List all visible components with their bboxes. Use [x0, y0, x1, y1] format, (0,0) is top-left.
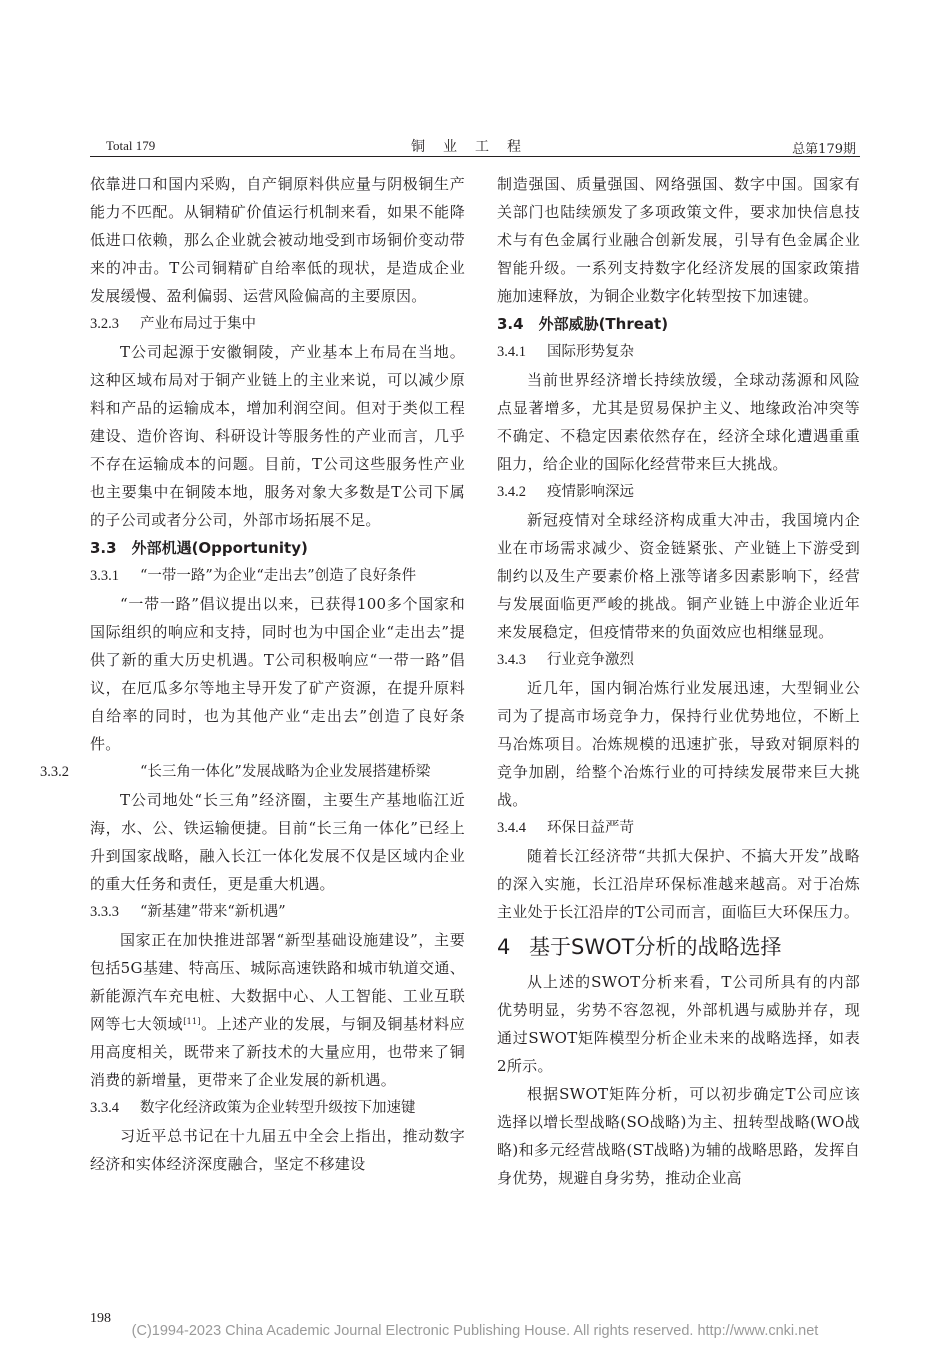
- right-column: [497, 170, 860, 1192]
- subsection-heading: [90, 898, 465, 926]
- heading-text: 国际形势复杂: [547, 344, 634, 360]
- subsection-heading: [90, 562, 465, 590]
- paragraph: 近几年，国内铜冶炼行业发展迅速，大型铜业公司为了提高市场竞争力，保持行业优势地位，不断上马冶炼项目。冶炼规模的迅速扩张，导致对铜原料的竞争加剧，给整个冶炼行业的可持续发展带来巨大挑战。: [497, 679, 860, 809]
- subsection-heading: [90, 310, 465, 338]
- copyright-footer: (C)1994-2023 China Academic Journal Electronic Publishing House. All rights reserved. http://www.cnki.net: [131, 1323, 819, 1339]
- heading-number: 3.4.1: [497, 344, 526, 360]
- heading-text: 产业布局过于集中: [140, 316, 256, 332]
- heading-number: 3.3.4: [90, 1100, 119, 1116]
- left-column: [40, 170, 465, 1178]
- heading-text: 环保日益严苛: [547, 820, 634, 836]
- heading-text: 疫情影响深远: [547, 484, 634, 500]
- subsection-heading: [497, 646, 860, 674]
- heading-text: 数字化经济政策为企业转型升级按下加速键: [140, 1100, 416, 1116]
- heading-text: 行业竞争激烈: [547, 652, 634, 668]
- paragraph: 根据SWOT矩阵分析，可以初步确定T公司应该选择以增长型战略(SO战略)为主、扭转型战略(WO战略)和多元经营战略(ST战略)为辅的战略思路，发挥自身优势，规避自身劣势，推动企业高: [497, 1085, 860, 1187]
- heading-text: “一带一路”为企业“走出去”创造了良好条件: [140, 568, 417, 584]
- heading-number: 3.4.2: [497, 484, 526, 500]
- heading-number: 4: [497, 935, 511, 959]
- header-issue: 总第179期: [792, 142, 856, 157]
- citation-ref: [11]: [183, 1017, 201, 1026]
- heading-text: “长三角一体化”发展战略为企业发展搭建桥梁: [140, 764, 431, 780]
- subsection-heading: [497, 478, 860, 506]
- paragraph: T公司地处“长三角”经济圈，主要生产基地临江近海，水、公、铁运输便捷。目前“长三角一体化”已经上升到国家战略，融入长江一体化发展不仅是区域内企业的重大任务和责任，更是重大机遇。: [90, 791, 465, 893]
- subsection-heading: [497, 814, 860, 842]
- paragraph: 当前世界经济增长持续放缓，全球动荡源和风险点显著增多，尤其是贸易保护主义、地缘政治冲突等不确定、不稳定因素依然存在，经济全球化遭遇重重阻力，给企业的国际化经营带来巨大挑战。: [497, 371, 860, 473]
- subsection-heading: [90, 1094, 465, 1122]
- heading-text: “新基建”带来“新机遇”: [140, 904, 286, 920]
- heading-number: 3.3.1: [90, 568, 119, 584]
- paragraph: T公司起源于安徽铜陵，产业基本上布局在当地。这种区域布局对于铜产业链上的主业来说，可以减少原料和产品的运输成本，增加利润空间。但对于类似工程建设、造价咨询、科研设计等服务性的产业而言，几乎不存在运输成本的问题。目前，T公司这些服务性产业也主要集中在铜陵本地，服务对象大多数是T公司下属的子公司或者分公司，外部市场拓展不足。: [90, 343, 465, 529]
- paragraph: 制造强国、质量强国、网络强国、数字中国。国家有关部门也陆续颁发了多项政策文件，要求加快信息技术与有色金属行业融合创新发展，引导有色金属企业智能升级。一系列支持数字化经济发展的国家政策措施加速释放，为铜企业数字化转型按下加速键。: [497, 175, 860, 305]
- heading-number: 3.4.4: [497, 820, 526, 836]
- section-heading: 3.3 外部机遇(Opportunity): [90, 539, 308, 557]
- heading-text: 基于SWOT分析的战略选择: [529, 935, 782, 959]
- subsection-heading: [40, 758, 465, 786]
- heading-number: 3.3.3: [90, 904, 119, 920]
- subsection-heading: [497, 338, 860, 366]
- paragraph: 依靠进口和国内采购，自产铜原料供应量与阴极铜生产能力不匹配。从铜精矿价值运行机制来看，如果不能降低进口依赖，那么企业就会被动地受到市场铜价变动带来的冲击。T公司铜精矿自给率低的现状，是造成企业发展缓慢、盈利偏弱、运营风险偏高的主要原因。: [90, 175, 465, 305]
- journal-name: 铜业工程: [411, 139, 539, 155]
- running-header: [90, 136, 860, 157]
- paragraph: 随着长江经济带“共抓大保护、不搞大开发”战略的深入实施，长江沿岸环保标准越来越高。对于冶炼主业处于长江沿岸的T公司而言，面临巨大环保压力。: [497, 847, 860, 921]
- section-heading: 3.4 外部威胁(Threat): [497, 315, 669, 333]
- paragraph: 国家正在加快推进部署“新型基础设施建设”，主要包括5G基建、特高压、城际高速铁路和城市轨道交通、新能源汽车充电桩、大数据中心、人工智能、工业互联网等七大领域[11]。上述产业的发展，与铜及铜基材料应用高度相关，既带来了新技术的大量应用，也带来了铜消费的新增量，更带来了企业发展的新机遇。: [90, 931, 465, 1089]
- paragraph: 从上述的SWOT分析来看，T公司所具有的内部优势明显，劣势不容忽视，外部机遇与威胁并存，现通过SWOT矩阵模型分析企业未来的战略选择，如表2所示。: [497, 973, 860, 1075]
- paragraph: “一带一路”倡议提出以来，已获得100多个国家和国际组织的响应和支持，同时也为中国企业“走出去”提供了新的重大历史机遇。T公司积极响应“一带一路”倡议，在厄瓜多尔等地主导开发了矿产资源，在提升原料自给率的同时，也为其他产业“走出去”创造了良好条件。: [90, 595, 465, 753]
- paragraph: 新冠疫情对全球经济构成重大冲击，我国境内企业在市场需求减少、资金链紧张、产业链上下游受到制约以及生产要素价格上涨等诸多因素影响下，经营与发展面临更严峻的挑战。铜产业链上中游企业近年来发展稳定，但疫情带来的负面效应也相继显现。: [497, 511, 860, 641]
- heading-number: 3.3.2: [40, 764, 69, 780]
- paragraph: 习近平总书记在十九届五中全会上指出，推动数字经济和实体经济深度融合，坚定不移建设: [90, 1127, 465, 1173]
- heading-number: 3.2.3: [90, 316, 119, 332]
- header-total: Total 179: [106, 138, 156, 153]
- heading-number: 3.4.3: [497, 652, 526, 668]
- page-number: 198: [90, 1311, 111, 1326]
- chapter-heading: [497, 932, 860, 962]
